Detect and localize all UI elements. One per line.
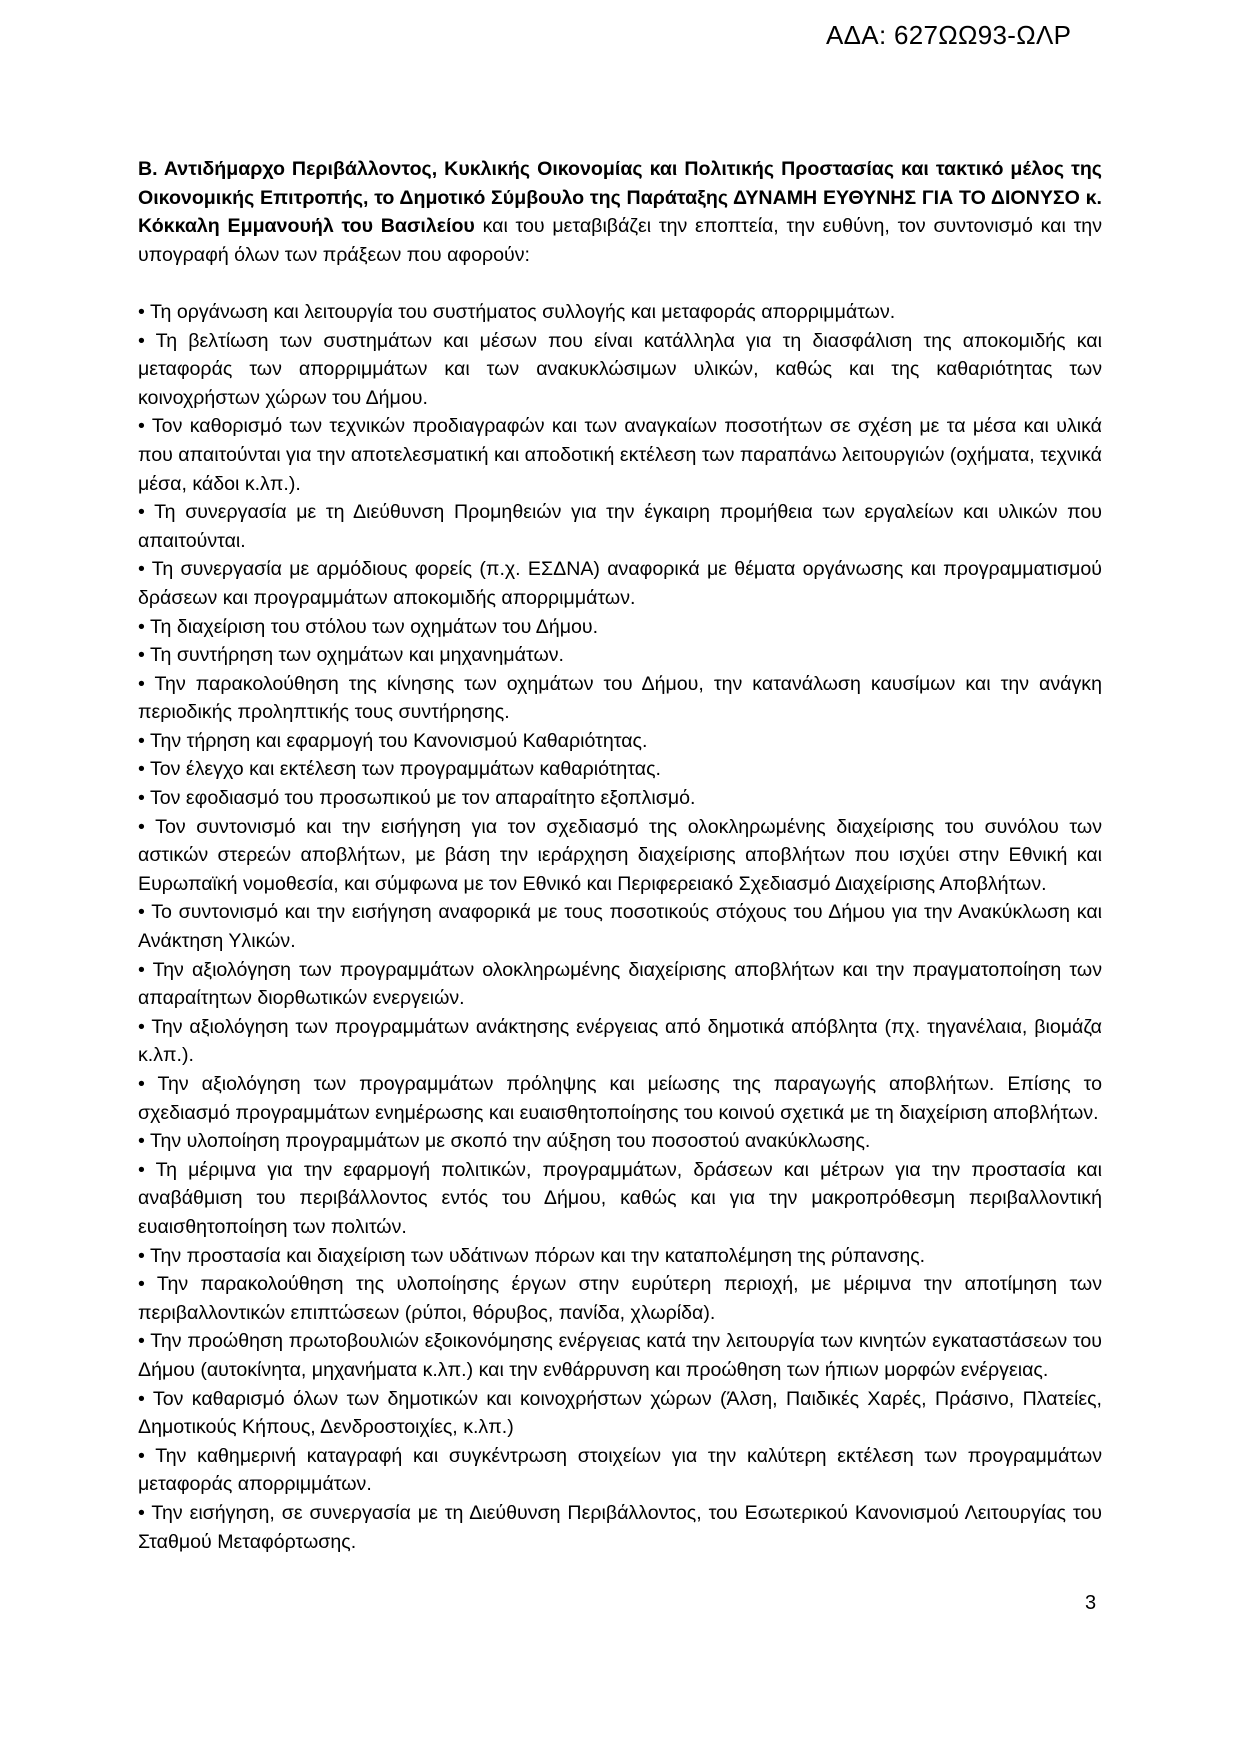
list-item: • Την υλοποίηση προγραμμάτων με σκοπό την αύξηση του ποσοστού ανακύκλωσης. (138, 1130, 871, 1153)
list-item: • Τον εφοδιασμό του προσωπικού με τον απαραίτητο εξοπλισμό. (138, 787, 696, 810)
list-item: • Την παρακολούθηση της υλοποίησης έργων στην ευρύτερη περιοχή, με μέριμνα την αποτίμηση των περιβαλλοντικών επιπτώσεων (ρύποι, θόρυβος, πανίδα, χλωρίδα). (138, 1273, 1102, 1324)
list-item: • Την αξιολόγηση των προγραμμάτων πρόληψης και μείωσης της παραγωγής αποβλήτων. Επίσης το σχεδιασμό προγραμμάτων ενημέρωσης και ευαισθητοποίησης του κοινού σχετικά με τη διαχείριση αποβλήτων. (138, 1073, 1102, 1124)
list-item: • Την προώθηση πρωτοβουλιών εξοικονόμησης ενέργειας κατά την λειτουργία των κινητών εγκαταστάσεων του Δήμου (αυτοκίνητα, μηχανήματα κ.λπ.) και την ενθάρρυνση και προώθηση των ήπιων μορφών ενέργειας. (138, 1330, 1102, 1381)
list-item: • Τη συντήρηση των οχημάτων και μηχανημάτων. (138, 644, 564, 667)
list-item: • Τη μέριμνα για την εφαρμογή πολιτικών, προγραμμάτων, δράσεων και μέτρων για την προστασία και αναβάθμιση του περιβάλλοντος εντός του Δήμου, καθώς και για την μακροπρόθεσμη περιβαλλοντική ευαισθητοποίηση των πολιτών. (138, 1158, 1102, 1238)
list-item: • Την αξιολόγηση των προγραμμάτων ανάκτησης ενέργειας από δημοτικά απόβλητα (πχ. τηγανέλαια, βιομάζα κ.λπ.). (138, 1015, 1102, 1067)
list-item: • Την εισήγηση, σε συνεργασία με τη Διεύθυνση Περιβάλλοντος, του Εσωτερικού Κανονισμού Λειτουργίας του Σταθμού Μεταφόρτωσης. (138, 1501, 1102, 1553)
list-item: • Τον καθαρισμό όλων των δημοτικών και κοινοχρήστων χώρων (Άλση, Παιδικές Χαρές, Πράσινο, Πλατείες, Δημοτικούς Κήπους, Δενδροστοιχίες, κ.λπ.) (138, 1387, 1102, 1439)
intro-text: και του μεταβιβάζει την εποπτεία, την ευθύνη, τον συντονισμό και την υπογραφή όλων των πράξεων που αφορούν: (138, 215, 1102, 266)
list-item: • Την παρακολούθηση της κίνησης των οχημάτων του Δήμου, την κατανάλωση καυσίμων και την ανάγκη περιοδικής προληπτικής τους συντήρησης. (138, 672, 1102, 724)
ada-code: ΑΔΑ: 627ΩΩ93-ΩΛΡ (826, 20, 1072, 50)
list-item: • Το συντονισμό και την εισήγηση αναφορικά με τους ποσοτικούς στόχους του Δήμου για την Ανακύκλωση και Ανάκτηση Υλικών. (138, 901, 1102, 953)
list-item: • Τη βελτίωση των συστημάτων και μέσων που είναι κατάλληλα για τη διασφάλιση της αποκομιδής και μεταφοράς των απορριμμάτων και των ανακυκλώσιμων υλικών, καθώς και της καθαριότητας των κοινοχρήστων χώρων του Δήμου. (138, 329, 1102, 409)
list-item: • Τον έλεγχο και εκτέλεση των προγραμμάτων καθαριότητας. (138, 758, 662, 781)
list-item: • Την προστασία και διαχείριση των υδάτινων πόρων και την καταπολέμηση της ρύπανσης. (138, 1244, 926, 1267)
list-item: • Την αξιολόγηση των προγραμμάτων ολοκληρωμένης διαχείρισης αποβλήτων και την πραγματοποίηση των απαραίτητων διορθωτικών ενεργειών. (138, 958, 1102, 1010)
page-number: 3 (1085, 1592, 1097, 1614)
list-item: • Τον συντονισμό και την εισήγηση για τον σχεδιασμό της ολοκληρωμένης διαχείρισης του συνόλου των αστικών στερεών αποβλήτων, με βάση την ιεράρχηση διαχείρισης αποβλήτων που ισχύει στην Εθνική και Ευρωπαϊκή νομοθεσία, και σύμφωνα με τον Εθνικό και Περιφερειακό Σχεδιασμό Διαχείρισης Αποβλήτων. (138, 815, 1102, 895)
list-item: • Τη διαχείριση του στόλου των οχημάτων του Δήμου. (138, 615, 599, 638)
list-item: • Τη συνεργασία με τη Διεύθυνση Προμηθειών για την έγκαιρη προμήθεια των εργαλείων και υλικών που απαιτούνται. (138, 501, 1102, 552)
list-item: • Την καθημερινή καταγραφή και συγκέντρωση στοιχείων για την καλύτερη εκτέλεση των προγραμμάτων μεταφοράς απορριμμάτων. (138, 1444, 1102, 1496)
list-item: • Την τήρηση και εφαρμογή του Κανονισμού Καθαριότητας. (138, 729, 648, 752)
intro-paragraph (138, 155, 1102, 269)
list-item: • Τον καθορισμό των τεχνικών προδιαγραφών και των αναγκαίων ποσοτήτων σε σχέση με τα μέσα και υλικά που απαιτούνται για την αποτελεσματική και αποδοτική εκτέλεση των παραπάνω λειτουργιών (οχήματα, τεχνικά μέσα, κάδοι κ.λπ.). (138, 415, 1102, 495)
responsibility-list (138, 298, 1102, 1556)
list-item: • Τη συνεργασία με αρμόδιους φορείς (π.χ. ΕΣΔΝΑ) αναφορικά με θέματα οργάνωσης και προγραμματισμού δράσεων και προγραμμάτων αποκομιδής απορριμμάτων. (138, 558, 1102, 609)
document-body (138, 155, 1102, 1556)
intro-bold-text: Β. Αντιδήμαρχο Περιβάλλοντος, Κυκλικής Οικονομίας και Πολιτικής Προστασίας και τακτικό μέλος της Οικονομικής Επιτροπής, το Δημοτικό Σύμβουλο της Παράταξης ΔΥΝΑΜΗ ΕΥΘΥΝΗΣ ΓΙΑ ΤΟ ΔΙΟΝΥΣΟ κ. Κόκκαλη Εμμανουήλ του Βασιλείου (138, 158, 1102, 238)
list-item: • Τη οργάνωση και λειτουργία του συστήματος συλλογής και μεταφοράς απορριμμάτων. (138, 300, 896, 323)
